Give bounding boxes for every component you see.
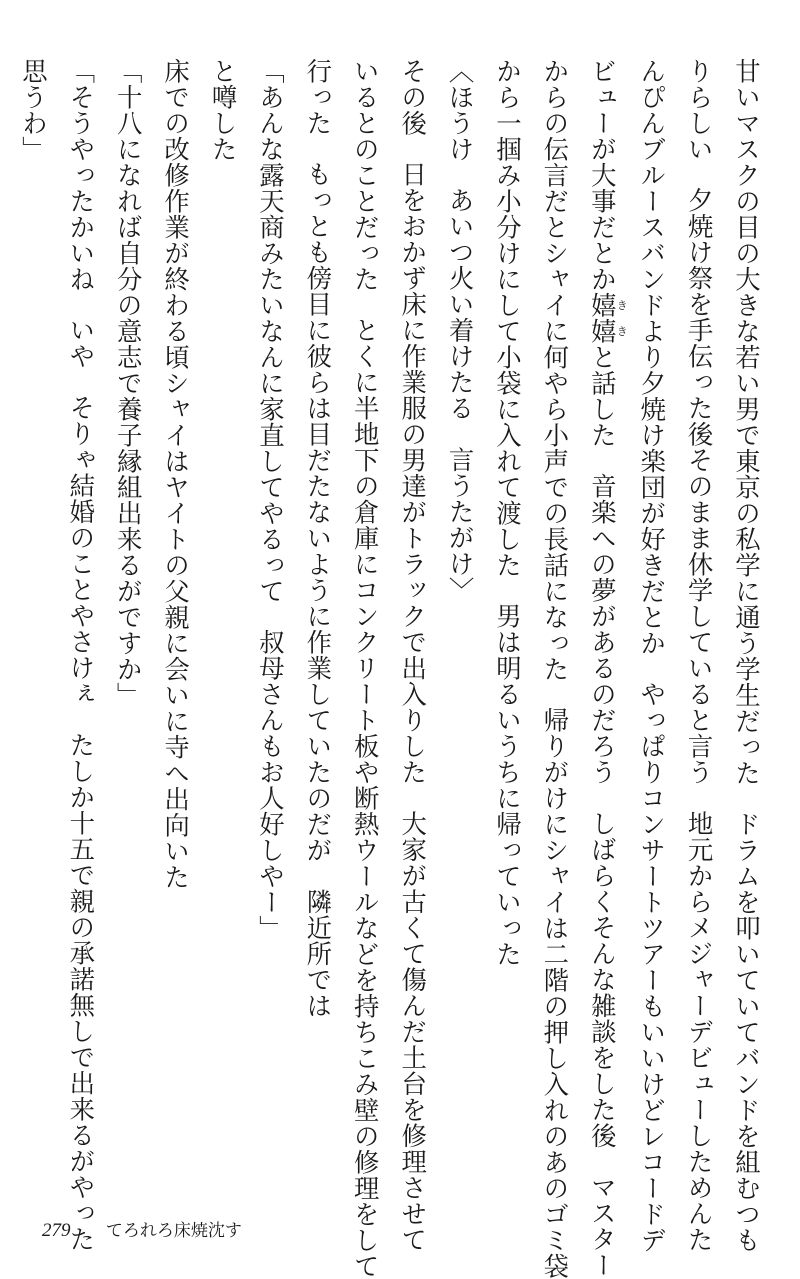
phrase-gap: [57, 707, 104, 732]
phrase-gap: [578, 785, 625, 810]
phrase-gap: [578, 448, 625, 473]
text-phrase: 「そうやったかいね: [66, 58, 97, 292]
text-phrase: いるとのことだった: [350, 58, 381, 292]
phrase-gap: [484, 578, 531, 603]
phrase-gap: [389, 136, 436, 161]
phrase-gap: [294, 863, 341, 888]
text-phrase: ドラムを叩いていてバンドを組むつも: [732, 811, 762, 1254]
text-phrase: 音楽への夢があるのだろう: [587, 473, 618, 786]
text-line: [294, 58, 341, 1178]
text-phrase: たしか十五で親の承諾無しで出来るがやった: [66, 732, 97, 1253]
phrase-gap: [436, 421, 483, 446]
phrase-gap: [294, 136, 341, 161]
text-phrase: 男は明るいうちに帰っていった: [492, 603, 523, 968]
book-title: てろれろ床焼沈す: [105, 1221, 242, 1241]
text-phrase: 大家が古くて傷んだ土台を修理させて: [398, 810, 429, 1253]
text-phrase: から一掴み小分けにして小袋に入れて渡した: [492, 58, 523, 578]
text-phrase: マスター: [587, 1174, 618, 1279]
text-phrase: あいつ火い着けたる: [445, 187, 476, 422]
text-line: [341, 58, 388, 1279]
text-line: [675, 58, 722, 1253]
text-line: [152, 58, 199, 1178]
text-phrase: 思うわ」: [18, 58, 49, 162]
text-phrase: 隣近所では: [303, 888, 334, 1019]
text-phrase: 行った: [303, 58, 334, 136]
text-phrase: [0, 58, 2, 292]
text-phrase: 「十八になれば自分の意志で養子縁組出来るがですか」: [113, 58, 144, 708]
text-phrase: やっぱりコンサートツアーもいいけどレコードデ: [637, 681, 668, 1254]
text-line: [484, 58, 531, 1178]
text-phrase: しばらくそんな雑談をした後: [587, 810, 618, 1149]
phrase-gap: [675, 162, 722, 187]
phrase-gap: [723, 786, 770, 811]
text-phrase: 言うたがけ〉: [445, 446, 476, 603]
text-phrase: 地元からメジャーデビューしためんた: [684, 810, 715, 1253]
phrase-gap: [389, 785, 436, 810]
phrase-gap: [578, 1149, 625, 1174]
phrase-gap: [436, 162, 483, 187]
text-phrase: もっとも傍目に彼らは目だたないように作業していたのだが: [303, 161, 334, 864]
phrase-gap: [247, 604, 294, 629]
phrase-gap: [628, 656, 675, 681]
text-phrase: ビューが大事だとか嬉嬉ききと話した: [587, 58, 629, 448]
page-number: 279: [42, 1220, 71, 1241]
phrase-gap: [531, 682, 578, 707]
phrase-gap: [57, 369, 104, 394]
text-phrase: と噂した: [208, 58, 239, 162]
phrase-gap: [57, 292, 104, 317]
text-phrase: その後: [398, 58, 429, 136]
phrase-gap: [341, 292, 388, 317]
text-phrase: 日をおかず床に作業服の男達がトラックで出入りした: [398, 161, 429, 786]
text-phrase: んぴんブルースバンドより夕焼け楽団が好きだとか: [637, 58, 668, 656]
text-phrase: そりゃ結婚のことやさけぇ: [66, 394, 97, 707]
text-line: [0, 58, 10, 1178]
text-line: [389, 58, 436, 1253]
text-line: [10, 58, 57, 1178]
text-phrase: 夕焼け祭を手伝った後そのまま休学していると言う: [684, 187, 715, 786]
text-line: [531, 58, 578, 1279]
text-phrase: 〈ほうけ: [445, 58, 476, 162]
phrase-gap: [675, 785, 722, 810]
text-line: [247, 58, 294, 1178]
text-phrase: からの伝言だとシャイに何やら小声での長話になった: [540, 58, 571, 682]
text-line: [104, 58, 151, 1178]
text-line: [436, 58, 483, 1178]
text-phrase: 叔母さんもお人好しやー」: [255, 629, 286, 942]
text-phrase: 帰りがけにシャイは二階の押し入れのあのゴミ袋: [540, 707, 571, 1279]
ruby-reading: きき: [615, 292, 629, 344]
text-line: [578, 58, 629, 1279]
text-line: [199, 58, 246, 1178]
text-phrase: いや: [66, 317, 97, 370]
text-phrase: 床での改修作業が終わる頃シャイはヤイトの父親に会いに寺へ出向いた: [161, 58, 192, 890]
text-phrase: 甘いマスクの目の大きな若い男で東京の私学に通う学生だった: [732, 58, 762, 786]
text-phrase: りらしい: [684, 58, 715, 162]
page-footer: [42, 1218, 642, 1244]
text-line: [628, 58, 675, 1254]
ruby-annotation: 嬉嬉きき: [587, 292, 629, 344]
text-line: [723, 58, 770, 1254]
text-phrase: とくに半地下の倉庫にコンクリート板や断熱ウールなどを持ちこみ壁の修理をして: [350, 317, 381, 1279]
text-line: [57, 58, 104, 1253]
text-phrase: 「あんな露天商みたいなんに家直してやるって: [255, 58, 286, 604]
